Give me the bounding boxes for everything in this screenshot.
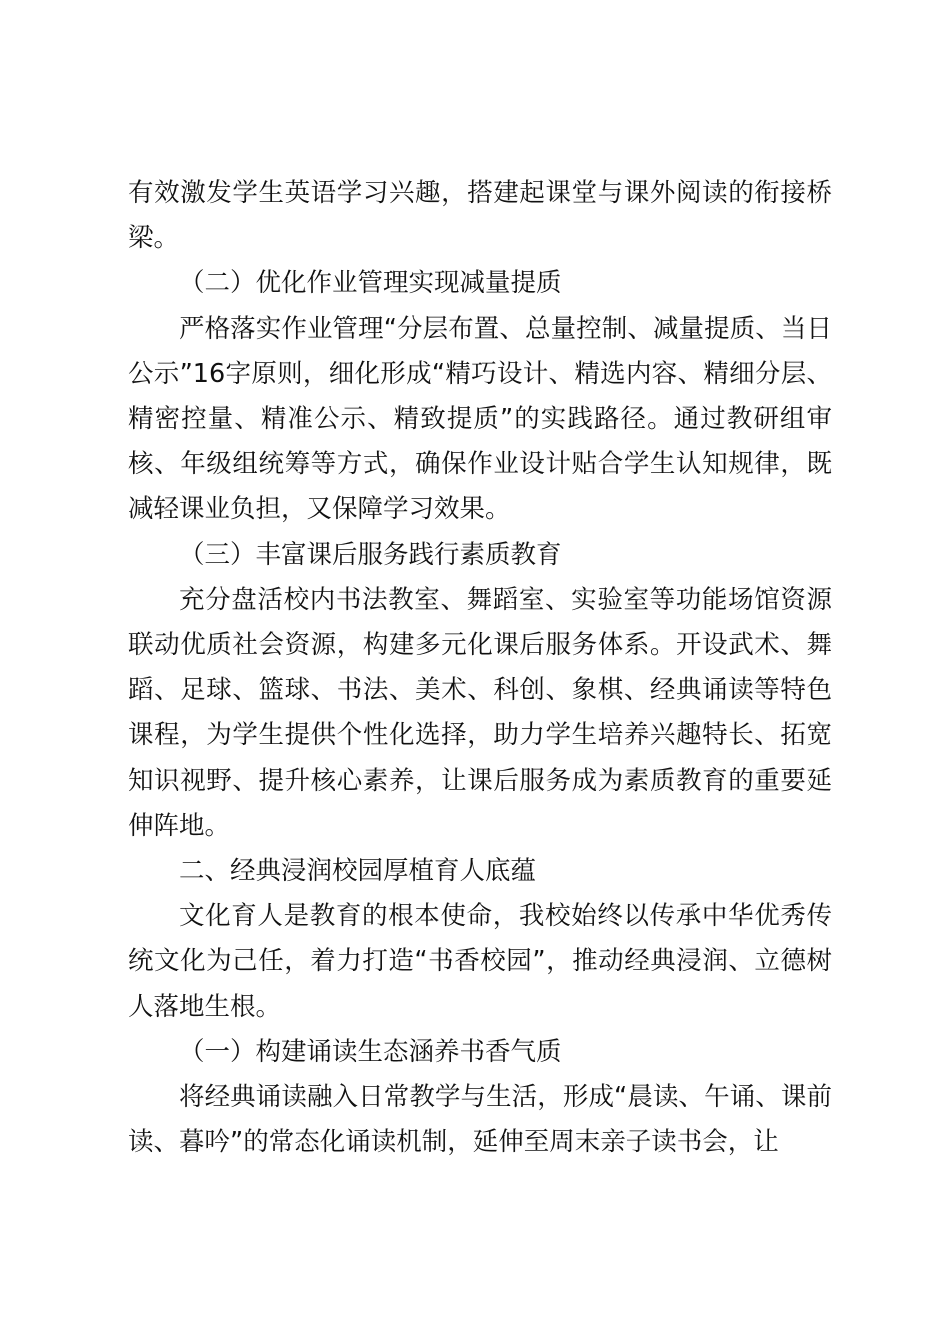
paragraph-after-school: 充分盘活校内书法教室、舞蹈室、实验室等功能场馆资源联动优质社会资源，构建多元化课后服务体系。开设武术、舞蹈、足球、篮球、书法、美术、科创、象棋、经典诵读等特色课程，为学生提供个性化选择，助力学生培养兴趣特长、拓宽知识视野、提升核心素养，让课后服务成为素质教育的重要延伸阵地。 [128, 584, 832, 841]
paragraph-culture: 文化育人是教育的根本使命，我校始终以传承中华优秀传统文化为己任，着力打造“书香校园”，推动经典浸润、立德树人落地生根。 [128, 901, 832, 1022]
chapter-heading-2: 二、经典浸润校园厚植育人底蕴 [179, 856, 537, 887]
paragraph-continued: 有效激发学生英语学习兴趣，搭建起课堂与课外阅读的衔接桥梁。 [128, 178, 832, 254]
section-heading-2: （二）优化作业管理实现减量提质 [179, 268, 562, 299]
section-heading-1: （一）构建诵读生态涵养书香气质 [179, 1036, 562, 1067]
section-heading-3: （三）丰富课后服务践行素质教育 [179, 539, 562, 570]
document-body [128, 171, 832, 1165]
paragraph-homework: 严格落实作业管理“分层布置、总量控制、减量提质、当日公示”16字原则，细化形成“精巧设计、精选内容、精细分层、精密控量、精准公示、精致提质”的实践路径。通过教研组审核、年级组统筹等方式，确保作业设计贴合学生认知规律，既减轻课业负担，又保障学习效果。 [128, 313, 832, 525]
paragraph-reading: 将经典诵读融入日常教学与生活，形成“晨读、午诵、课前读、暮吟”的常态化诵读机制，延伸至周末亲子读书会，让 [128, 1082, 832, 1158]
